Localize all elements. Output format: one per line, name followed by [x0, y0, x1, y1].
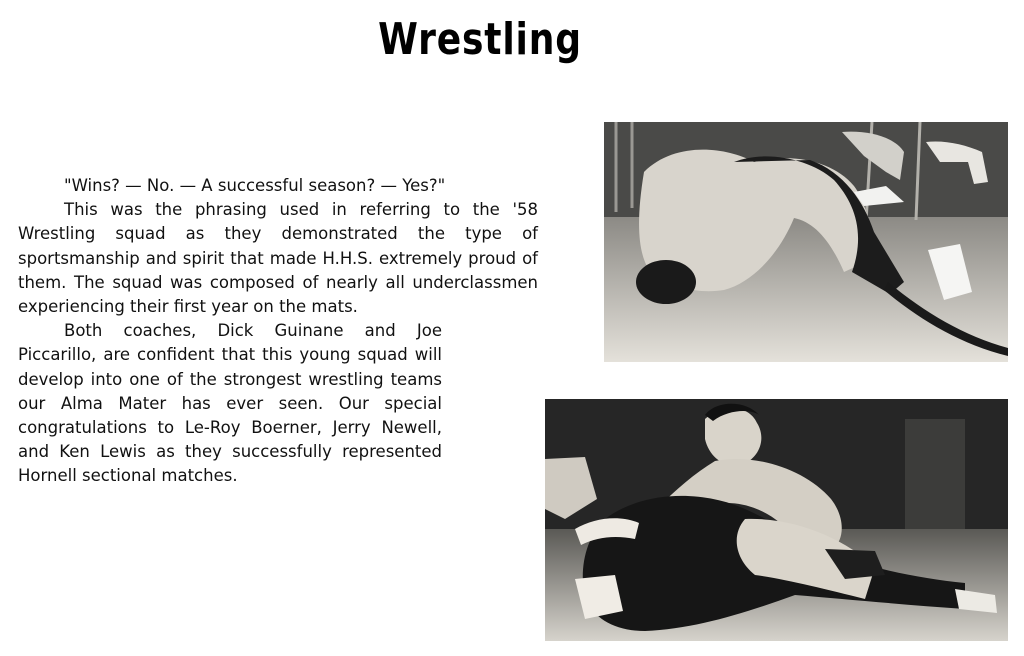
article-paragraph-1: This was the phrasing used in referring to the '58 Wrestling squad as they demonstrated the type of sportsmanship and spirit that made H.H.S. extremely proud of them. The squad was composed of nearly all underclassmen experiencing their first year on the mats.: [18, 200, 538, 317]
photo-bottom: [545, 399, 1008, 641]
wrestlers-takedown-icon: [545, 399, 1008, 641]
article-paragraph-2: Both coaches, Dick Guinane and Joe Piccarillo, are confident that this young squad will develop into one of the strongest wrestling teams our Alma Mater has ever seen. Our special congratulations to Le-Roy Boerner, Jerry Newell, and Ken Lewis as they successfully represented Hornell sectional matches.: [18, 321, 442, 486]
article-paragraph-quote: "Wins? — No. — A successful season? — Yes?": [64, 176, 446, 195]
article-body: [18, 174, 538, 489]
page-title: Wrestling: [378, 14, 582, 65]
photo-top: [604, 122, 1008, 362]
wrestlers-on-mat-icon: [604, 122, 1008, 362]
